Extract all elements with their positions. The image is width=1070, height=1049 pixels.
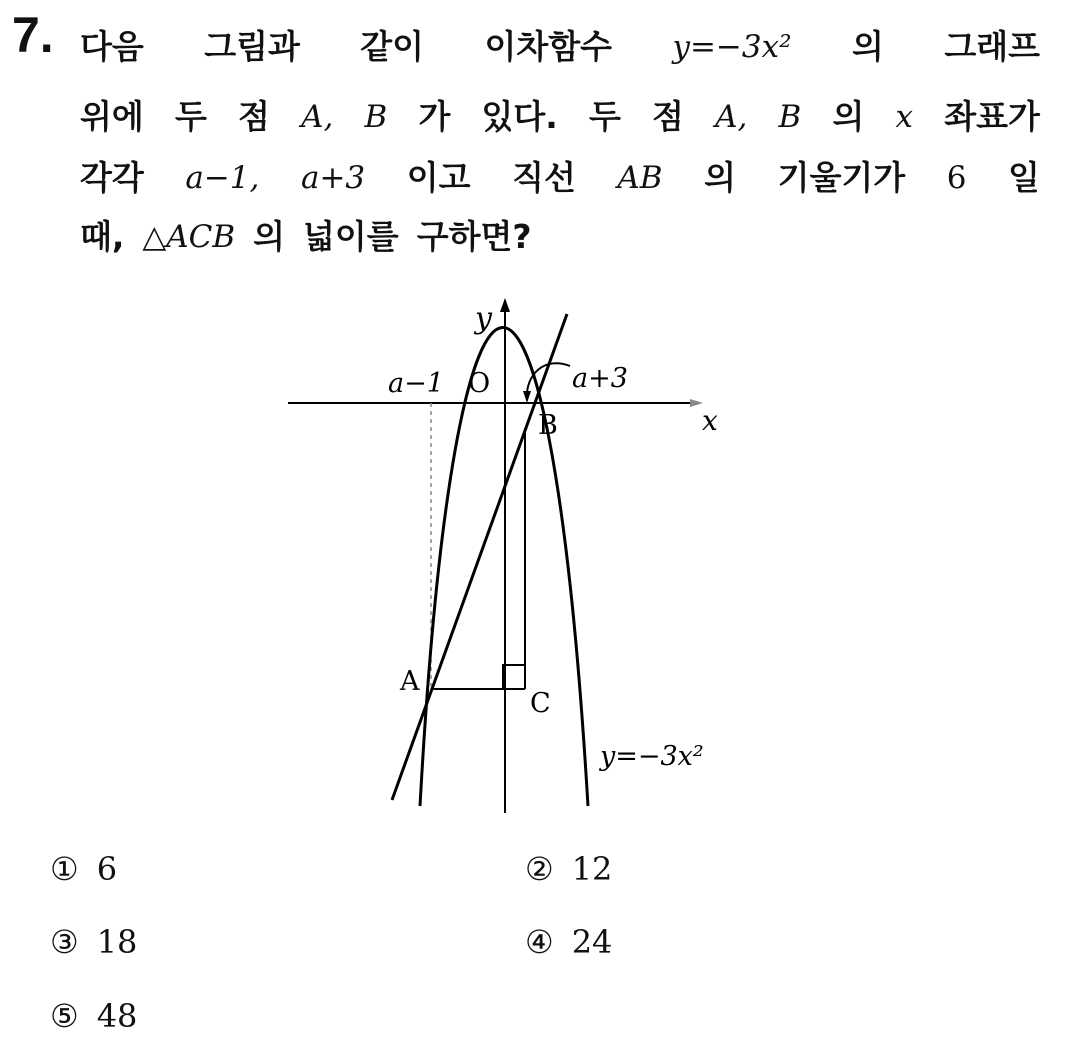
- word: 그림과: [204, 27, 300, 66]
- choice-mark: ②: [525, 850, 554, 888]
- origin-label: O: [468, 368, 491, 399]
- word: 두: [588, 97, 621, 136]
- word: 의: [253, 217, 286, 256]
- word: 때,: [80, 217, 125, 256]
- pointer-arrow-head-icon: [523, 391, 531, 403]
- variable-label: x: [895, 99, 914, 135]
- parabola-figure: [280, 288, 740, 818]
- point-label: B: [778, 99, 802, 135]
- point-label: B: [364, 99, 388, 135]
- line-label: AB: [617, 160, 663, 196]
- y-axis-arrow-icon: [500, 298, 510, 312]
- function-expression: y=−3x²: [672, 29, 792, 65]
- x-label-a-plus-3: a+3: [572, 363, 628, 394]
- word: 있다.: [481, 97, 558, 136]
- word: 구하면?: [416, 217, 532, 256]
- word: 직선: [512, 158, 576, 197]
- word: 이차함수: [484, 27, 612, 66]
- choice-5[interactable]: [50, 997, 137, 1035]
- point-label: A,: [301, 99, 334, 135]
- question-line-2: [80, 86, 1040, 148]
- word: 넓이를: [303, 217, 399, 256]
- point-label: A,: [715, 99, 748, 135]
- word: 다음: [80, 27, 144, 66]
- word: 가: [418, 97, 451, 136]
- word: 좌표가: [944, 97, 1040, 136]
- choice-3[interactable]: [50, 923, 137, 961]
- word: 기울기가: [777, 158, 906, 197]
- choice-mark: ⑤: [50, 997, 79, 1035]
- choice-mark: ①: [50, 850, 79, 888]
- word: 점: [238, 97, 270, 136]
- word: 의: [704, 158, 737, 197]
- choice-value: 12: [571, 850, 613, 888]
- choice-mark: ③: [50, 923, 79, 961]
- word: 일: [1008, 158, 1040, 197]
- word: 각각: [80, 158, 144, 197]
- choice-2[interactable]: [525, 850, 612, 888]
- right-angle-mark: [503, 665, 525, 689]
- word: 의: [832, 97, 865, 136]
- point-a-label: A: [400, 666, 420, 697]
- question-line-3: [80, 147, 1040, 209]
- word: 두: [174, 97, 207, 136]
- question-number: 7.: [12, 7, 54, 63]
- curve-label: y=−3x²: [600, 741, 704, 772]
- word: 위에: [80, 97, 144, 136]
- x-axis-label: x: [702, 404, 718, 437]
- choice-value: 48: [96, 997, 138, 1035]
- question-line-1: [80, 16, 1040, 78]
- choice-1[interactable]: [50, 850, 117, 888]
- choice-value: 18: [96, 923, 138, 961]
- x-label-a-minus-1: a−1: [388, 368, 444, 399]
- word: 점: [652, 97, 684, 136]
- expression: a+3: [300, 160, 366, 196]
- point-c-label: C: [530, 688, 551, 719]
- choice-value: 24: [571, 923, 613, 961]
- word: 이고: [406, 158, 471, 197]
- slope-value: 6: [946, 160, 967, 196]
- question-line-4: [80, 206, 1040, 268]
- choice-value: 6: [96, 850, 118, 888]
- choice-mark: ④: [525, 923, 554, 961]
- point-b-label: B: [538, 410, 558, 441]
- word: 의: [851, 27, 884, 66]
- y-axis-label: y: [475, 301, 492, 336]
- word: 같이: [360, 27, 425, 66]
- triangle-label: △ACB: [142, 219, 236, 255]
- expression: a−1,: [185, 160, 260, 196]
- choice-4[interactable]: [525, 923, 612, 961]
- word: 그래프: [944, 27, 1040, 66]
